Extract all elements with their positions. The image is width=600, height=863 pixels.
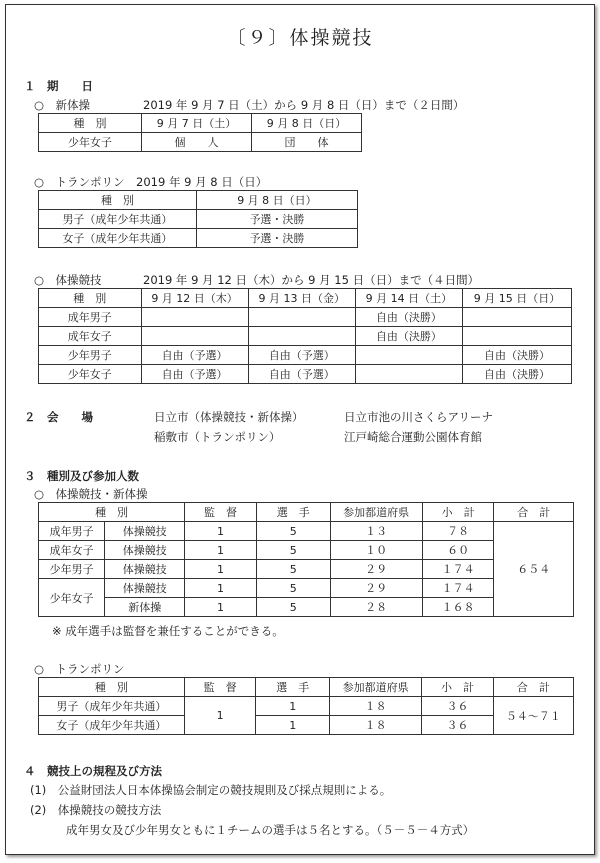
- table-row: [39, 327, 572, 346]
- table-cell: 種 別: [39, 191, 197, 210]
- new-gym-dates: 2019 年 9 月 7 日（土）から 9 月 8 日（日）まで（２日間）: [143, 98, 465, 112]
- table-cell: 監 督: [185, 503, 257, 522]
- document-page: [5, 4, 595, 855]
- venue-name-2: 江戸崎総合運動公園体育館: [344, 430, 482, 444]
- table-cell: 自由（決勝）: [355, 327, 462, 346]
- table-cell: 団 体: [252, 133, 362, 152]
- table-cell: 男子（成年少年共通）: [39, 210, 197, 229]
- art-gym-schedule-table: [38, 288, 572, 384]
- art-gym-dates: 2019 年 9 月 12 日（木）から 9 月 15 日（日）まで（４日間）: [143, 273, 480, 287]
- table-cell: ５４～７１: [493, 697, 573, 735]
- tramp-schedule-label: ○ トランポリン 2019 年 9 月 8 日（日）: [34, 175, 268, 189]
- gym-participants-label: ○ 体操競技・新体操: [34, 487, 148, 501]
- table-cell: [355, 346, 462, 365]
- page-title: 〔９〕体操競技: [226, 27, 374, 49]
- table-cell: 監 督: [184, 678, 256, 697]
- table-cell: 少年女子: [39, 133, 142, 152]
- table-cell: 女子（成年少年共通）: [39, 716, 185, 735]
- table-row: [39, 598, 574, 617]
- table-cell: [141, 327, 248, 346]
- table-cell: 5: [256, 522, 330, 541]
- table-cell: ７８: [422, 522, 494, 541]
- table-cell: ３６: [422, 716, 494, 735]
- table-cell: 予選・決勝: [196, 229, 357, 248]
- table-cell: 1: [184, 697, 256, 735]
- table-cell: 参加都道府県: [330, 678, 422, 697]
- table-cell: 自由（決勝）: [462, 346, 571, 365]
- venue-city-2: 稲敷市（トランポリン）: [154, 430, 281, 444]
- table-cell: 体操競技: [105, 560, 185, 579]
- table-row: [39, 346, 572, 365]
- table-cell: １８: [330, 697, 422, 716]
- table-row: [39, 191, 358, 210]
- table-cell: １０: [330, 541, 422, 560]
- table-cell: 自由（予選）: [141, 346, 248, 365]
- table-row: [39, 289, 572, 308]
- table-cell: 体操競技: [105, 579, 185, 598]
- table-cell: 自由（予選）: [141, 365, 248, 384]
- table-cell: 1: [256, 716, 330, 735]
- rule-item-2-text: 成年男女及び少年男女ともに１チームの選手は５名とする。（５－５－４方式）: [66, 823, 475, 837]
- venue-name-1: 日立市池の川さくらアリーナ: [344, 410, 494, 424]
- table-cell: 選 手: [256, 678, 330, 697]
- art-gym-label: ○ 体操競技: [34, 273, 102, 287]
- table-cell: 合 計: [493, 678, 573, 697]
- venue-city-1: 日立市（体操競技・新体操）: [154, 410, 304, 424]
- table-cell: 9 月 14 日（土）: [355, 289, 462, 308]
- table-row: [39, 697, 574, 716]
- table-cell: １６８: [422, 598, 494, 617]
- table-cell: [355, 365, 462, 384]
- table-cell: 9 月 8 日（日）: [252, 114, 362, 133]
- table-cell: 1: [185, 579, 257, 598]
- section-3-heading: ３ 種別及び参加人数: [24, 469, 139, 483]
- table-cell: 9 月 8 日（日）: [196, 191, 357, 210]
- table-cell: 成年女子: [39, 541, 105, 560]
- table-cell: ２８: [330, 598, 422, 617]
- table-cell: 少年男子: [39, 346, 142, 365]
- table-cell: 9 月 7 日（土）: [142, 114, 252, 133]
- table-cell: ３６: [422, 697, 494, 716]
- table-cell: 9 月 12 日（木）: [141, 289, 248, 308]
- section-1-heading: １ 期 日: [24, 79, 93, 93]
- table-cell: [248, 308, 355, 327]
- table-cell: 1: [256, 697, 330, 716]
- rule-item-1: (1) 公益財団法人日本体操協会制定の競技規則及び採点規則による。: [30, 783, 392, 797]
- table-cell: 男子（成年少年共通）: [39, 697, 185, 716]
- table-cell: 5: [256, 560, 330, 579]
- table-cell: 少年女子: [39, 579, 105, 617]
- table-cell: 種 別: [39, 289, 142, 308]
- table-cell: [248, 327, 355, 346]
- table-row: [39, 522, 574, 541]
- table-cell: 5: [256, 598, 330, 617]
- table-cell: 小 計: [422, 503, 494, 522]
- table-cell: 予選・決勝: [196, 210, 357, 229]
- table-cell: 自由（予選）: [248, 346, 355, 365]
- table-cell: 選 手: [256, 503, 330, 522]
- table-cell: １７４: [422, 560, 494, 579]
- table-cell: 1: [185, 560, 257, 579]
- table-row: [39, 308, 572, 327]
- table-row: [39, 229, 358, 248]
- tramp-schedule-table: [38, 190, 358, 248]
- new-gym-label: ○ 新体操: [34, 98, 91, 112]
- table-cell: 新体操: [105, 598, 185, 617]
- table-row: [39, 210, 358, 229]
- table-cell: 1: [185, 522, 257, 541]
- table-cell: ６５４: [494, 522, 574, 617]
- table-cell: 9 月 15 日（日）: [462, 289, 571, 308]
- section-4-heading: ４ 競技上の規程及び方法: [24, 764, 162, 778]
- table-row: [39, 678, 574, 697]
- table-cell: 少年女子: [39, 365, 142, 384]
- table-cell: 種 別: [39, 114, 142, 133]
- new-gym-schedule-table: [38, 113, 362, 152]
- rule-item-2: (2) 体操競技の競技方法: [30, 803, 162, 817]
- table-row: [39, 133, 362, 152]
- tramp-participants-label: ○ トランポリン: [34, 662, 125, 676]
- table-cell: 種 別: [39, 678, 185, 697]
- table-row: [39, 114, 362, 133]
- table-row: [39, 365, 572, 384]
- table-cell: １７４: [422, 579, 494, 598]
- table-cell: 5: [256, 579, 330, 598]
- table-cell: 合 計: [494, 503, 574, 522]
- table-row: [39, 503, 574, 522]
- table-cell: 自由（予選）: [248, 365, 355, 384]
- table-cell: 5: [256, 541, 330, 560]
- table-cell: ６０: [422, 541, 494, 560]
- table-row: [39, 541, 574, 560]
- table-cell: [462, 327, 571, 346]
- table-row: [39, 579, 574, 598]
- table-cell: 参加都道府県: [330, 503, 422, 522]
- gym-participants-table: [38, 502, 574, 617]
- table-cell: [141, 308, 248, 327]
- table-cell: 体操競技: [105, 541, 185, 560]
- table-cell: 種 別: [39, 503, 185, 522]
- table-cell: 体操競技: [105, 522, 185, 541]
- table-row: [39, 560, 574, 579]
- table-cell: 自由（決勝）: [355, 308, 462, 327]
- coach-note: ※ 成年選手は監督を兼任することができる。: [52, 624, 284, 638]
- table-cell: １３: [330, 522, 422, 541]
- table-cell: [462, 308, 571, 327]
- table-cell: １８: [330, 716, 422, 735]
- table-cell: ２９: [330, 560, 422, 579]
- table-cell: 1: [185, 541, 257, 560]
- table-cell: 成年男子: [39, 522, 105, 541]
- table-cell: 成年男子: [39, 308, 142, 327]
- table-cell: 自由（決勝）: [462, 365, 571, 384]
- table-cell: 女子（成年少年共通）: [39, 229, 197, 248]
- table-cell: 個 人: [142, 133, 252, 152]
- table-cell: 9 月 13 日（金）: [248, 289, 355, 308]
- table-cell: 少年男子: [39, 560, 105, 579]
- table-cell: 小 計: [422, 678, 494, 697]
- section-2-heading: ２ 会 場: [24, 410, 93, 424]
- tramp-participants-table: [38, 677, 574, 735]
- table-cell: 1: [185, 598, 257, 617]
- table-cell: 成年女子: [39, 327, 142, 346]
- table-row: [39, 716, 574, 735]
- table-cell: ２９: [330, 579, 422, 598]
